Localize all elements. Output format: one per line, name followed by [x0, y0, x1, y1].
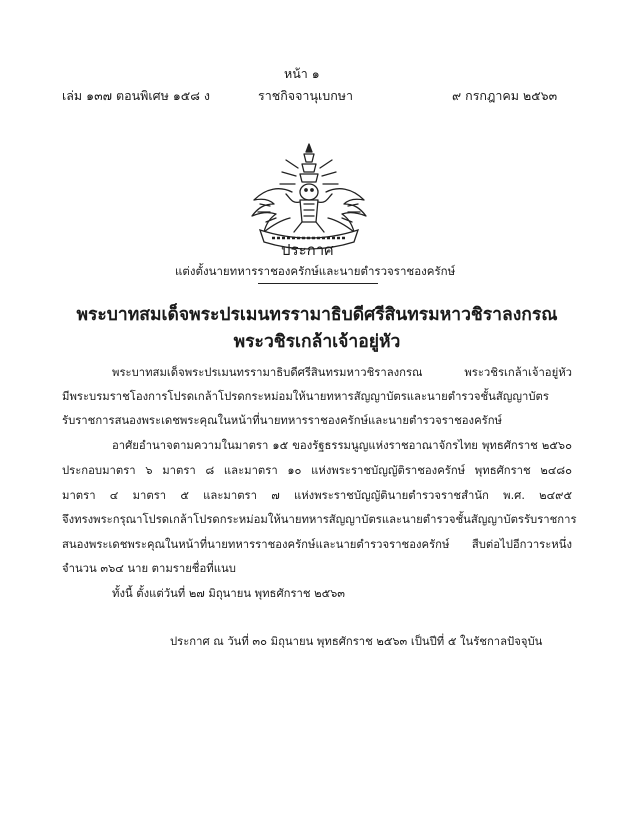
page-number: หน้า ๑: [284, 66, 320, 81]
paragraph2-line2: ประกอบมาตรา ๖ มาตรา ๘ และมาตรา ๑๐ แห่งพระราชบัญญัติราชองครักษ์ พุทธศักราช ๒๔๘๐: [62, 464, 572, 477]
announcement-title: ประกาศ: [281, 241, 334, 259]
royal-name-heading-line1: พระบาทสมเด็จพระปรเมนทรรามาธิบดีศรีสินทรมหาวชิราลงกรณ: [76, 305, 558, 325]
royal-name-heading-line2: พระวชิรเกล้าเจ้าอยู่หัว: [233, 332, 401, 352]
royal-garuda-emblem-icon: [246, 142, 372, 252]
paragraph2-line3: มาตรา ๔ มาตรา ๕ และมาตรา ๗ แห่งพระราชบัญญัตินายตำรวจราชสำนัก พ.ศ. ๒๔๙๕: [62, 489, 572, 502]
paragraph1-line1: พระบาทสมเด็จพระปรเมนทรรามาธิบดีศรีสินทรมหาวชิราลงกรณ พระวชิรเกล้าเจ้าอยู่หัว: [112, 366, 572, 379]
paragraph1-line3: รับราชการสนองพระเดชพระคุณในหน้าที่นายทหารราชองครักษ์และนายตำรวจราชองครักษ์: [62, 414, 502, 427]
gazette-date: ๙ กรกฎาคม ๒๕๖๓: [452, 88, 558, 103]
paragraph2-line4: จึงทรงพระกรุณาโปรดเกล้าโปรดกระหม่อมให้นายทหารสัญญาบัตรและนายตำรวจชั้นสัญญาบัตรรับราชการ: [62, 513, 577, 526]
announcement-subtitle: แต่งตั้งนายทหารราชองครักษ์และนายตำรวจราชองครักษ์: [175, 264, 456, 278]
paragraph2-line1: อาศัยอำนาจตามความในมาตรา ๑๕ ของรัฐธรรมนูญแห่งราชอาณาจักรไทย พุทธศักราช ๒๕๖๐: [112, 439, 572, 452]
effective-date: ทั้งนี้ ตั้งแต่วันที่ ๒๗ มิถุนายน พุทธศักราช ๒๕๖๓: [112, 587, 346, 600]
volume-issue: เล่ม ๑๓๗ ตอนพิเศษ ๑๕๘ ง: [62, 88, 210, 103]
paragraph2-line5: สนองพระเดชพระคุณในหน้าที่นายทหารราชองครักษ์และนายตำรวจราชองครักษ์ สืบต่อไปอีกวาระหนึ่ง: [62, 538, 572, 551]
closing-statement: ประกาศ ณ วันที่ ๓๐ มิถุนายน พุทธศักราช ๒๕๖๓ เป็นปีที่ ๕ ในรัชกาลปัจจุบัน: [170, 635, 543, 648]
gazette-name: ราชกิจจานุเบกษา: [258, 88, 354, 103]
paragraph1-line2: มีพระบรมราชโองการโปรดเกล้าโปรดกระหม่อมให้นายทหารสัญญาบัตรและนายตำรวจชั้นสัญญาบัตร: [62, 390, 549, 403]
paragraph2-line6: จำนวน ๓๖๔ นาย ตามรายชื่อที่แนบ: [62, 562, 236, 575]
title-divider: [258, 283, 378, 284]
